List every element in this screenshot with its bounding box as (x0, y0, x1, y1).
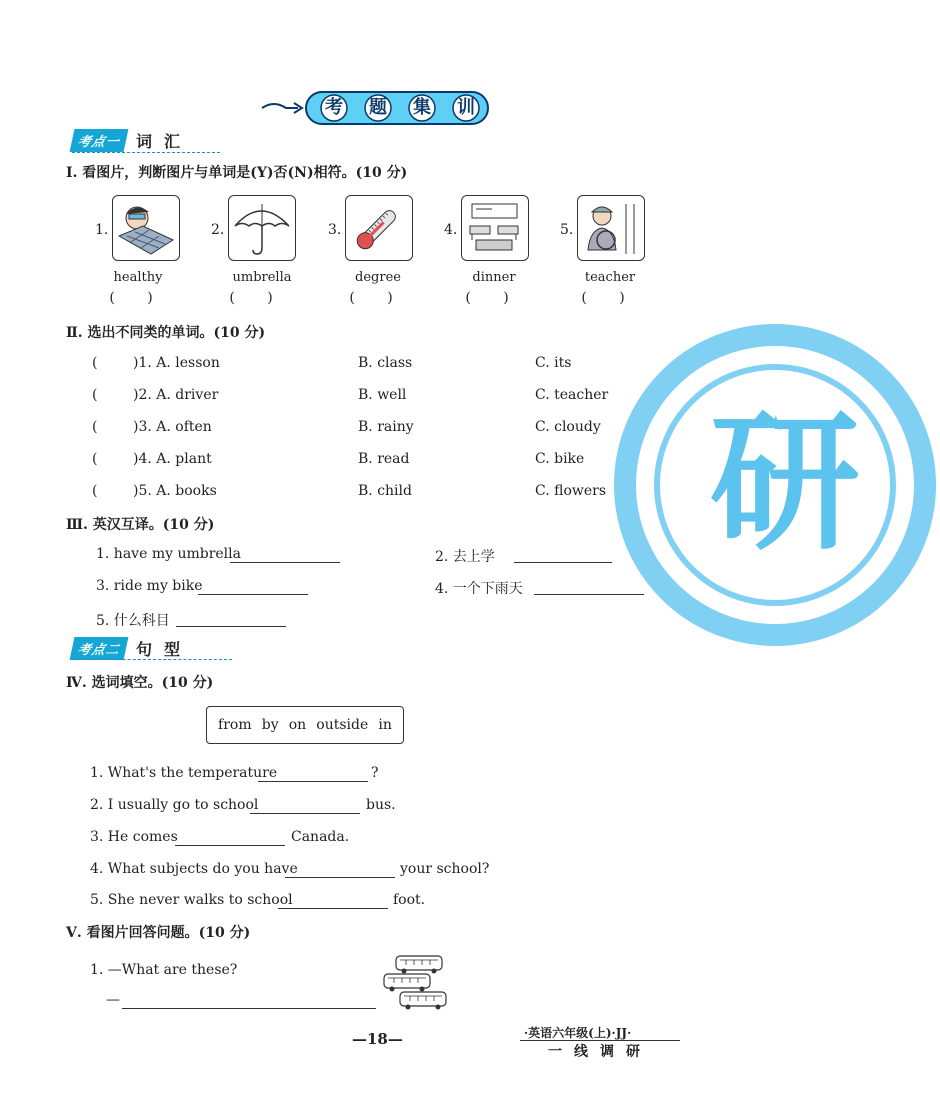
sec2-option-c-4: C. bike (535, 451, 585, 467)
sec1-answer-1[interactable]: ( ) (109, 290, 167, 306)
sec4-q1-b: ? (371, 765, 379, 781)
word-bank-box (206, 706, 404, 744)
bus-driver-icon (578, 196, 643, 259)
sec1-word-1: healthy (113, 270, 163, 285)
classroom-picture (461, 195, 529, 261)
word-bank-word-5: in (378, 717, 392, 733)
sec1-num-3: 3. (328, 222, 342, 238)
sec2-option-c-5: C. flowers (535, 483, 607, 499)
sec2-paren-1[interactable]: ( (92, 355, 98, 371)
sec5-q1-blank[interactable] (122, 1008, 376, 1009)
sec5-title: Ⅴ. 看图片回答问题。(10 分) (66, 925, 251, 941)
sick-boy-icon (113, 196, 178, 259)
kaodian-1-tag: 考点一 (70, 129, 129, 152)
kaodian-2-tag: 考点二 (70, 637, 129, 660)
sec4-q5-blank[interactable] (278, 908, 388, 909)
sec1-answer-2[interactable]: ( ) (229, 290, 287, 306)
sec4-q5-a: 5. She never walks to school (90, 892, 293, 908)
sec2-paren-4[interactable]: ( (92, 451, 98, 467)
sec2-option-b-1: B. class (358, 355, 413, 371)
sec2-option-b-2: B. well (358, 387, 407, 403)
sec4-q2-a: 2. I usually go to school (90, 797, 259, 813)
sec2-option-b-4: B. read (358, 451, 410, 467)
kaodian-2-heading (72, 636, 192, 660)
sec5-q1: 1. —What are these? (90, 962, 238, 978)
sec3-title: Ⅲ. 英汉互译。(10 分) (66, 517, 215, 533)
banner-char-1: 考 (325, 97, 343, 118)
sec1-answer-4[interactable]: ( ) (465, 290, 523, 306)
sec1-title: Ⅰ. 看图片，判断图片与单词是(Y)否(N)相符。(10 分) (66, 165, 408, 181)
sec1-num-4: 4. (444, 222, 458, 238)
sec5-answer-dash: — (106, 992, 120, 1008)
sec1-answer-5[interactable]: ( ) (581, 290, 639, 306)
sec1-word-5: teacher (584, 270, 636, 285)
umbrella-icon (229, 196, 294, 259)
classroom-icon (462, 196, 527, 259)
thermometer-icon (346, 196, 411, 259)
sec4-q4-a: 4. What subjects do you have (90, 861, 298, 877)
book-title: ·英语六年级(上)·JJ· (524, 1026, 632, 1040)
umbrella-picture (228, 195, 296, 261)
sec3-q2: 2. 去上学 (435, 549, 495, 565)
sec2-option-b-5: B. child (358, 483, 412, 499)
sec4-title: Ⅳ. 选词填空。(10 分) (66, 675, 214, 691)
sec4-q4-b: your school? (400, 861, 490, 877)
sec4-q3-a: 3. He comes (90, 829, 178, 845)
sec1-answer-3[interactable]: ( ) (349, 290, 407, 306)
word-bank-word-4: outside (316, 717, 369, 733)
sec1-word-2: umbrella (232, 270, 292, 285)
sec4-q1-blank[interactable] (258, 781, 368, 782)
kaodian-1-underline (72, 152, 220, 153)
sec3-q5: 5. 什么科目 (96, 613, 170, 629)
sec4-q5-b: foot. (393, 892, 426, 908)
sec2-option-a-3: )3. A. often (133, 419, 212, 435)
banner-char-4: 训 (457, 97, 475, 118)
kaodian-1-name: 词汇 (136, 131, 193, 151)
sec2-option-c-2: C. teacher (535, 387, 609, 403)
sec2-option-a-1: )1. A. lesson (133, 355, 220, 371)
sec3-q3: 3. ride my bike (96, 578, 203, 594)
word-bank-word-1: from (218, 717, 252, 733)
sec3-q1-blank[interactable] (230, 562, 340, 563)
sec4-q2-b: bus. (366, 797, 396, 813)
sec4-q4-blank[interactable] (285, 877, 395, 878)
sec2-paren-3[interactable]: ( (92, 419, 98, 435)
sec3-q3-blank[interactable] (198, 594, 308, 595)
sec2-option-c-1: C. its (535, 355, 572, 371)
buses-picture-icon (382, 950, 448, 1012)
driver-picture (577, 195, 645, 261)
word-bank-word-2: by (261, 717, 279, 733)
sec4-q2-blank[interactable] (250, 813, 360, 814)
sec4-q3-blank[interactable] (175, 845, 285, 846)
sec3-q4: 4. 一个下雨天 (435, 581, 523, 597)
sec2-option-a-4: )4. A. plant (133, 451, 212, 467)
sec3-q5-blank[interactable] (176, 626, 286, 627)
kaodian-2-underline (72, 659, 232, 660)
sec3-q1: 1. have my umbrella (96, 546, 241, 562)
sec4-q3-b: Canada. (291, 829, 350, 845)
kaodian-2-name: 句型 (136, 639, 193, 659)
sec1-num-1: 1. (95, 222, 109, 238)
sec1-num-2: 2. (211, 222, 225, 238)
sec2-option-c-3: C. cloudy (535, 419, 601, 435)
kaodian-1-heading (72, 128, 192, 152)
sec1-word-4: dinner (472, 270, 516, 285)
sec3-q4-blank[interactable] (534, 594, 644, 595)
sec2-title: Ⅱ. 选出不同类的单词。(10 分) (66, 325, 266, 341)
sec4-q1-a: 1. What's the temperature (90, 765, 278, 781)
banner-char-2: 题 (369, 97, 387, 118)
sec2-paren-5[interactable]: ( (92, 483, 98, 499)
watermark-seal-icon (610, 320, 940, 650)
word-bank-word-3: on (288, 717, 307, 733)
sec2-option-a-2: )2. A. driver (133, 387, 219, 403)
sec3-q2-blank[interactable] (514, 562, 612, 563)
sec2-option-b-3: B. rainy (358, 419, 414, 435)
sec2-paren-2[interactable]: ( (92, 387, 98, 403)
series-name: 一线调研 (548, 1044, 652, 1060)
page-number: —18— (352, 1030, 403, 1048)
thermometer-picture (345, 195, 413, 261)
sick-boy-picture (112, 195, 180, 261)
banner-char-3: 集 (413, 97, 431, 118)
watermark-char: 研 (710, 397, 861, 571)
sec1-word-3: degree (355, 270, 401, 285)
sec2-option-a-5: )5. A. books (133, 483, 217, 499)
sec1-num-5: 5. (560, 222, 574, 238)
